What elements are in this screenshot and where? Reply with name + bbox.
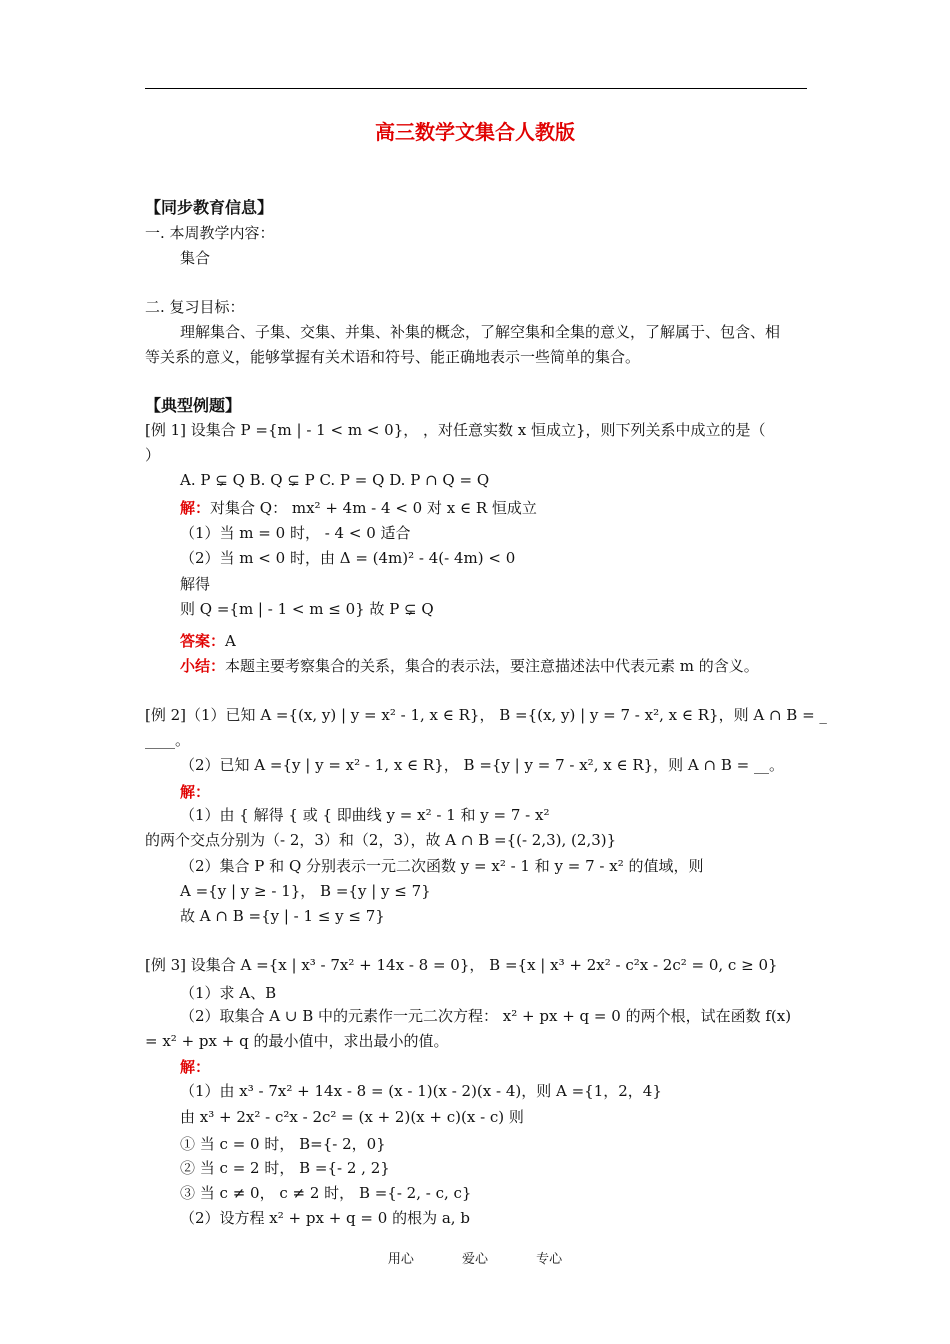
text-line: （1）由 { 解得 { 或 { 即曲线 y = x² - 1 和 y = 7 - x² (180, 806, 550, 824)
answer-label: 答案： (180, 632, 226, 650)
text-line: 则 Q ={m | - 1 < m ≤ 0} 故 P ⊊ Q (180, 600, 434, 618)
footer-text: 专心 (536, 1252, 563, 1267)
text-line: 由 x³ + 2x² - c²x - 2c² = (x + 2)(x + c)(x - c) 则 (180, 1108, 524, 1126)
text-line: ① 当 c = 0 时， B={- 2，0} (180, 1135, 386, 1153)
text-line: （1）由 x³ - 7x² + 14x - 8 = (x - 1)(x - 2)(x - 4)，则 A ={1，2，4} (180, 1082, 662, 1100)
text-line: A. P ⊊ Q B. Q ⊊ P C. P = Q D. P ∩ Q = Q (180, 471, 490, 489)
text-line: （2）取集合 A ∪ B 中的元素作一元二次方程： x² + px + q = 0 的两个根，试在函数 f(x) (180, 1007, 792, 1025)
text-line: 等关系的意义，能够掌握有关术语和符号、能正确地表示一些简单的集合。 (145, 348, 641, 366)
text-line: （2）已知 A ={y | y = x² - 1, x ∈ R}， B ={y | y = 7 - x², x ∈ R}，则 A ∩ B = __。 (180, 756, 784, 774)
text-line (180, 498, 537, 518)
footer-text: 爱心 (461, 1252, 488, 1267)
text-line: （2）集合 P 和 Q 分别表示一元二次函数 y = x² - 1 和 y = 7 - x² 的值域，则 (180, 857, 704, 875)
text-line: [例 1] 设集合 P ={m | - 1 < m < 0}， ，对任意实数 x 恒成立}，则下列关系中成立的是（ (145, 421, 766, 439)
text-line: ③ 当 c ≠ 0， c ≠ 2 时， B ={- 2, - c, c} (180, 1184, 472, 1202)
answer-label: 小结： (180, 657, 226, 675)
text-line: [例 2]（1）已知 A ={(x, y) | y = x² - 1, x ∈ R}， B ={(x, y) | y = 7 - x², x ∈ R}，则 A ∩ B = _ (145, 706, 827, 724)
answer-label: 解： (180, 783, 211, 801)
answer-label: 解： (180, 1058, 211, 1076)
text-line (180, 782, 210, 802)
text-line: 理解集合、子集、交集、并集、补集的概念，了解空集和全集的意义，了解属于、包含、相 (180, 323, 781, 341)
footer-text: 用心 (387, 1252, 414, 1267)
page-footer (0, 1248, 950, 1267)
text-line: A ={y | y ≥ - 1}， B ={y | y ≤ 7} (180, 882, 431, 900)
text-line: ____。 (145, 731, 191, 749)
text-line: （1）求 A、B (180, 984, 277, 1002)
text-line (180, 656, 759, 676)
text-line: 一. 本周教学内容： (145, 224, 275, 242)
document-title: 高三数学文集合人教版 (375, 120, 575, 144)
text-line: （2）设方程 x² + px + q = 0 的根为 a, b (180, 1209, 470, 1227)
header-rule (145, 88, 807, 89)
section-heading: 【同步教育信息】 (145, 198, 274, 217)
text-line: [例 3] 设集合 A ={x | x³ - 7x² + 14x - 8 = 0}， B ={x | x³ + 2x² - c²x - 2c² = 0, c ≥ 0} (145, 956, 778, 974)
text-line: ② 当 c = 2 时， B ={- 2 , 2} (180, 1159, 390, 1177)
text-line: 二. 复习目标： (145, 298, 245, 316)
text-line (180, 1057, 210, 1077)
text-line: ） (145, 446, 161, 464)
text-span: A (225, 632, 236, 650)
text-line: 的两个交点分别为（- 2，3）和（2，3），故 A ∩ B ={(- 2,3), (2,3)} (145, 831, 617, 849)
text-span: 本题主要考察集合的关系，集合的表示法，要注意描述法中代表元素 m 的含义。 (225, 657, 759, 675)
text-line: 解得 (180, 575, 211, 593)
text-line (180, 631, 236, 651)
text-line: 集合 (180, 249, 211, 267)
section-heading: 【典型例题】 (145, 396, 242, 415)
text-line: （2）当 m < 0 时，由 Δ = (4m)² - 4(- 4m) < 0 (180, 549, 516, 567)
text-line: 故 A ∩ B ={y | - 1 ≤ y ≤ 7} (180, 907, 385, 925)
answer-label: 解： (180, 499, 211, 517)
text-line: （1）当 m = 0 时， - 4 < 0 适合 (180, 524, 411, 542)
text-line: = x² + px + q 的最小值中，求出最小的值。 (145, 1032, 449, 1050)
text-span: 对集合 Q： mx² + 4m - 4 < 0 对 x ∈ R 恒成立 (210, 499, 537, 517)
